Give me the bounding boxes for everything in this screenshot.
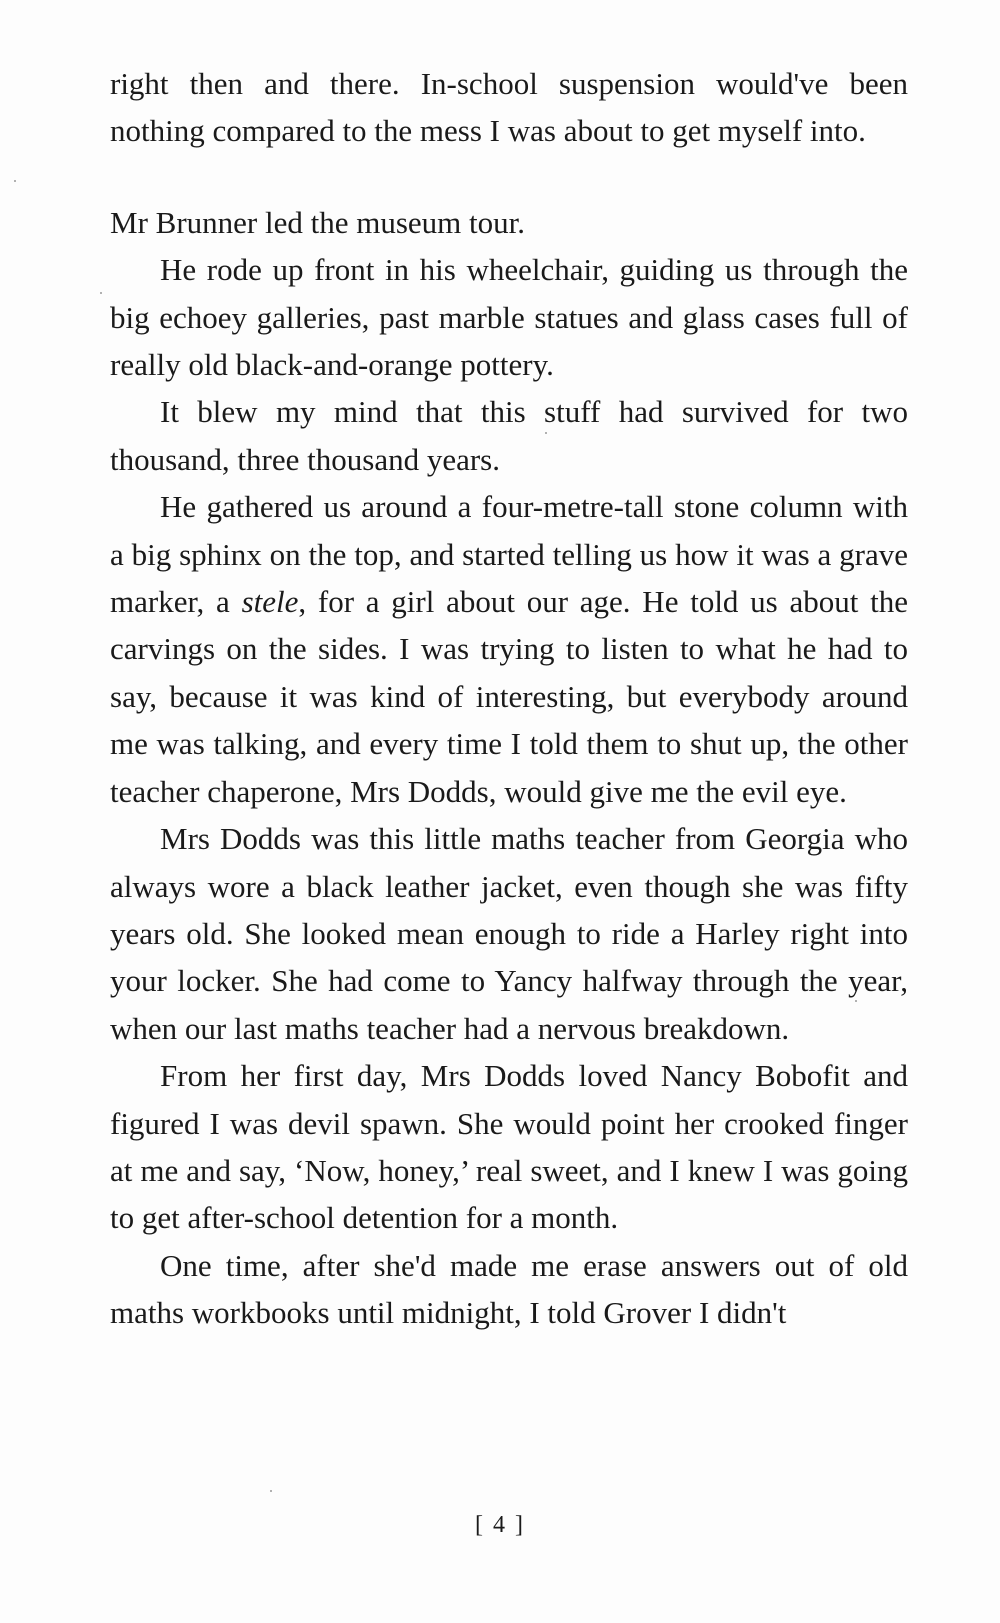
scan-speck xyxy=(855,1000,857,1002)
paragraph-text: , for a girl about our age. He told us about the carvings on the sides. I was trying to listen to what he had to say, because it was kind of interesting, but everybody around me was talking, and every time I told them to shut up, the other teacher chaperone, Mrs Dodds, would give me the evil eye. xyxy=(110,584,909,809)
paragraph-text: From her first day, Mrs Dodds loved Nancy Bobofit and figured I was devil spawn. She would point her crooked finger at me and say, ‘Now, honey,’ real sweet, and I knew I was going to get after-school detention for a month. xyxy=(110,1058,908,1236)
scan-speck xyxy=(14,180,16,182)
page-number: [ 4 ] xyxy=(475,1512,525,1538)
paragraph-text: Mr Brunner led the museum tour. xyxy=(110,204,525,240)
scan-speck xyxy=(270,1490,272,1492)
scan-speck xyxy=(545,432,547,434)
paragraph xyxy=(110,388,908,483)
paragraph-section-start xyxy=(110,199,908,246)
paragraph-continuation xyxy=(110,60,908,155)
paragraph xyxy=(110,1242,908,1337)
paragraph xyxy=(110,815,908,1052)
paragraph-text: One time, after she'd made me erase answers out of old maths workbooks until midnight, I told Grover I didn't xyxy=(110,1247,908,1331)
paragraph-text: Mrs Dodds was this little maths teacher from Georgia who always wore a black leather jacket, even though she was fifty years old. She looked mean enough to ride a Harley right into your locker. She had come to Yancy halfway through the year, when our last maths teacher had a nervous breakdown. xyxy=(110,821,908,1046)
body-text xyxy=(110,60,908,1337)
italic-word: stele xyxy=(241,584,299,620)
paragraph xyxy=(110,1052,908,1242)
paragraph-text: It blew my mind that this stuff had survived for two thousand, three thousand years. xyxy=(110,394,908,477)
paragraph xyxy=(110,246,908,388)
paragraph-text: right then and there. In-school suspension would've been nothing compared to the mess I was about to get myself into. xyxy=(110,66,908,149)
paragraph xyxy=(110,483,908,815)
paragraph-text: He gathered us around a four-metre-tall stone column with a big sphinx on the top, and started telling us how it was a grave marker, a xyxy=(110,489,908,620)
scan-speck xyxy=(100,292,102,294)
paragraph-text: He rode up front in his wheelchair, guiding us through the big echoey galleries, past marble statues and glass cases full of really old black-and-orange pottery. xyxy=(110,252,908,383)
